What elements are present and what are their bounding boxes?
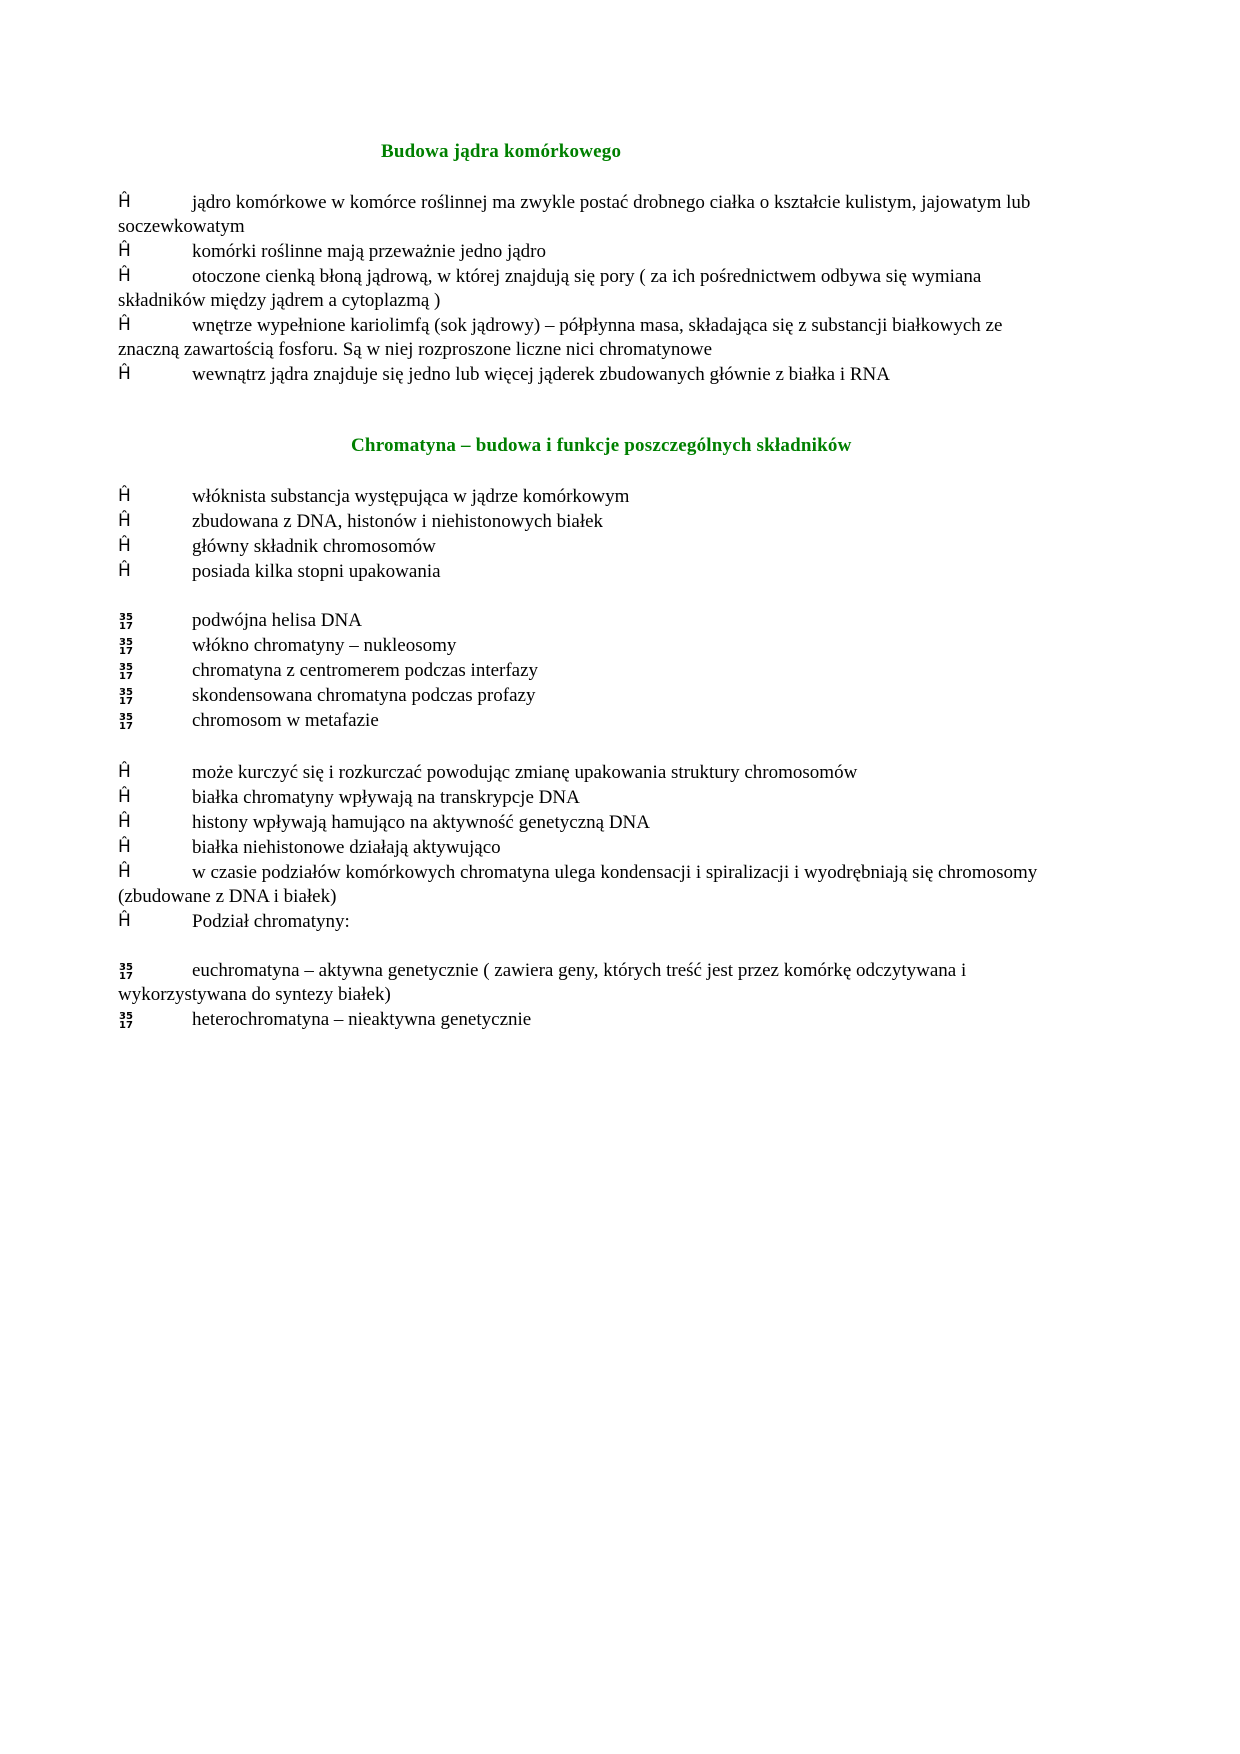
- bullet-icon: Ĥ: [118, 837, 131, 857]
- fraction-bullet-icon: 35 17: [119, 612, 133, 632]
- fraction-bullet-icon: 35 17: [119, 637, 133, 657]
- list-item-continuation: znaczną zawartością fosforu. Są w niej rozproszone liczne nici chromatynowe: [118, 339, 713, 360]
- section-heading-nucleus: Budowa jądra komórkowego: [381, 141, 622, 162]
- bullet-icon: Ĥ: [118, 911, 131, 931]
- section-heading-chromatin: Chromatyna – budowa i funkcje poszczególnych składników: [351, 435, 852, 456]
- list-item-continuation: (zbudowane z DNA i białek): [118, 886, 337, 907]
- bullet-icon: Ĥ: [118, 812, 131, 832]
- bullet-icon: Ĥ: [118, 364, 131, 384]
- fraction-bullet-icon: 35 17: [119, 687, 133, 707]
- list-item-text: histony wpływają hamująco na aktywność genetyczną DNA: [192, 812, 650, 833]
- bullet-icon: Ĥ: [118, 511, 131, 531]
- list-item-text: białka niehistonowe działają aktywująco: [192, 837, 501, 858]
- bullet-icon: Ĥ: [118, 787, 131, 807]
- list-item-text: włókno chromatyny – nukleosomy: [192, 635, 457, 656]
- bullet-icon: Ĥ: [118, 536, 131, 556]
- list-item-text: wewnątrz jądra znajduje się jedno lub więcej jąderek zbudowanych głównie z białka i RNA: [192, 364, 890, 385]
- fraction-bullet-icon: 35 17: [119, 1011, 133, 1031]
- bullet-icon: Ĥ: [118, 266, 131, 286]
- list-item-text: główny składnik chromosomów: [192, 536, 436, 557]
- bullet-icon: Ĥ: [118, 486, 131, 506]
- list-item-text: komórki roślinne mają przeważnie jedno jądro: [192, 241, 547, 262]
- fraction-bullet-icon: 35 17: [119, 662, 133, 682]
- list-item-text: chromosom w metafazie: [192, 710, 379, 731]
- fraction-bullet-icon: 35 17: [119, 712, 133, 732]
- bullet-icon: Ĥ: [118, 315, 131, 335]
- bullet-icon: Ĥ: [118, 862, 131, 882]
- list-item-text: Podział chromatyny:: [192, 911, 350, 932]
- list-item-text: podwójna helisa DNA: [192, 610, 362, 631]
- list-item-text: białka chromatyny wpływają na transkrypcje DNA: [192, 787, 580, 808]
- fraction-bullet-icon: 35 17: [119, 962, 133, 982]
- bullet-icon: Ĥ: [118, 762, 131, 782]
- list-item-text: wnętrze wypełnione kariolimfą (sok jądrowy) – półpłynna masa, składająca się z substancji białkowych ze: [192, 315, 1003, 336]
- list-item-continuation: składników między jądrem a cytoplazmą ): [118, 290, 441, 311]
- list-item-text: włóknista substancja występująca w jądrze komórkowym: [192, 486, 630, 507]
- list-item-text: jądro komórkowe w komórce roślinnej ma zwykle postać drobnego ciałka o kształcie kulistym, jajowatym lub: [192, 192, 1031, 213]
- list-item-continuation: soczewkowatym: [118, 216, 245, 237]
- list-item-text: może kurczyć się i rozkurczać powodując zmianę upakowania struktury chromosomów: [192, 762, 858, 783]
- list-item-text: chromatyna z centromerem podczas interfazy: [192, 660, 539, 681]
- bullet-icon: Ĥ: [118, 192, 131, 212]
- list-item-text: posiada kilka stopni upakowania: [192, 561, 441, 582]
- list-item-text: skondensowana chromatyna podczas profazy: [192, 685, 536, 706]
- list-item-text: euchromatyna – aktywna genetycznie ( zawiera geny, których treść jest przez komórkę odczytywana i: [192, 960, 967, 981]
- bullet-icon: Ĥ: [118, 561, 131, 581]
- list-item-text: w czasie podziałów komórkowych chromatyna ulega kondensacji i spiralizacji i wyodrębniają się chromosomy: [192, 862, 1038, 883]
- list-item-text: otoczone cienką błoną jądrową, w której znajdują się pory ( za ich pośrednictwem odbywa się wymiana: [192, 266, 982, 287]
- list-item-text: heterochromatyna – nieaktywna genetycznie: [192, 1009, 532, 1030]
- list-item-text: zbudowana z DNA, histonów i niehistonowych białek: [192, 511, 604, 532]
- bullet-icon: Ĥ: [118, 241, 131, 261]
- list-item-continuation: wykorzystywana do syntezy białek): [118, 984, 391, 1005]
